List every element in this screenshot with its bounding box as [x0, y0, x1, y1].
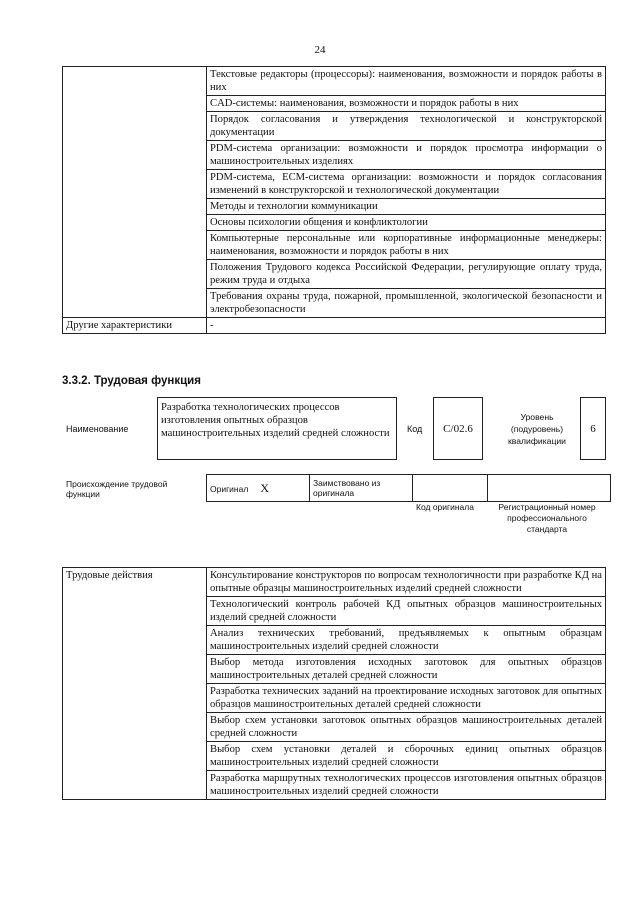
- knowledge-table: [62, 66, 606, 334]
- table-cell: Разработка маршрутных технологических процессов изготовления опытных образцов машиностроительных изделий средней сложности: [207, 771, 606, 800]
- table-cell: Технологический контроль рабочей КД опытных образцов машиностроительных изделий средней сложности: [207, 597, 606, 626]
- table-cell: PDM-система, ECM-система организации: возможности и порядок согласования изменений в конструкторской и технологической документации: [207, 170, 606, 199]
- name-label: Наименование: [66, 424, 129, 434]
- code-label: Код: [407, 424, 423, 434]
- table-cell: Выбор схем установки деталей и сборочных единиц опытных образцов машиностроительных изделий средней сложности: [207, 742, 606, 771]
- table-row: [63, 67, 606, 96]
- table-cell: Требования охраны труда, пожарной, промышленной, экологической безопасности и электробезопасности: [207, 289, 606, 318]
- original-code-caption: Код оригинала: [416, 502, 474, 512]
- labor-actions-table: [62, 567, 606, 800]
- origin-row: [207, 475, 611, 502]
- row-label-empty: [63, 67, 207, 318]
- level-label: Уровень (подуровень) квалификации: [508, 412, 566, 446]
- table-cell: Разработка технических заданий на проектирование исходных заготовок для опытных образцов машиностроительных деталей средней сложности: [207, 684, 606, 713]
- original-mark: X: [260, 481, 269, 495]
- registration-number-cell: [488, 475, 611, 502]
- table-cell: Компьютерные персональные или корпоративные информационные менеджеры: наименования, возможности и порядок работы в них: [207, 231, 606, 260]
- table-cell: Анализ технических требований, предъявляемых к опытным образцам машиностроительных изделий средней сложности: [207, 626, 606, 655]
- origin-label: Происхождение трудовой функции: [66, 479, 168, 499]
- function-name-value: Разработка технологических процессов изготовления опытных образцов машиностроительных изделий средней сложности: [157, 397, 397, 460]
- section-title: 3.3.2. Трудовая функция: [62, 375, 201, 387]
- function-code-value: C/02.6: [433, 397, 483, 460]
- other-characteristics-label: Другие характеристики: [63, 318, 207, 334]
- table-cell: Текстовые редакторы (процессоры): наименования, возможности и порядок работы в них: [207, 67, 606, 96]
- table-cell: Основы психологии общения и конфликтологии: [207, 215, 606, 231]
- other-characteristics-value: -: [207, 318, 606, 334]
- registration-number-caption: Регистрационный номер профессионального стандарта: [498, 502, 596, 534]
- borrowed-label: Заимствовано из оригинала: [310, 475, 413, 502]
- table-cell: Консультирование конструкторов по вопросам технологичности при разработке КД на опытные образцы машиностроительных изделий средней сложности: [207, 568, 606, 597]
- labor-actions-label: Трудовые действия: [63, 568, 207, 800]
- table-cell: Порядок согласования и утверждения технологической и конструкторской документации: [207, 112, 606, 141]
- table-cell: Выбор схем установки заготовок опытных образцов машиностроительных деталей средней сложности: [207, 713, 606, 742]
- qualification-level-value: 6: [580, 397, 606, 460]
- table-row: [63, 568, 606, 597]
- table-cell: PDM-система организации: возможности и порядок просмотра информации о машиностроительных изделиях: [207, 141, 606, 170]
- table-cell: Выбор метода изготовления исходных заготовок для опытных образцов машиностроительных деталей средней сложности: [207, 655, 606, 684]
- table-cell: CAD-системы: наименования, возможности и порядок работы в них: [207, 96, 606, 112]
- page-number: 24: [314, 44, 326, 56]
- origin-table: [206, 474, 611, 502]
- table-cell: Положения Трудового кодекса Российской Федерации, регулирующие оплату труда, режим труда и отдыха: [207, 260, 606, 289]
- original-code-cell: [413, 475, 488, 502]
- original-cell: [207, 475, 310, 502]
- table-row: [63, 318, 606, 334]
- table-cell: Методы и технологии коммуникации: [207, 199, 606, 215]
- original-label: Оригинал: [210, 484, 249, 494]
